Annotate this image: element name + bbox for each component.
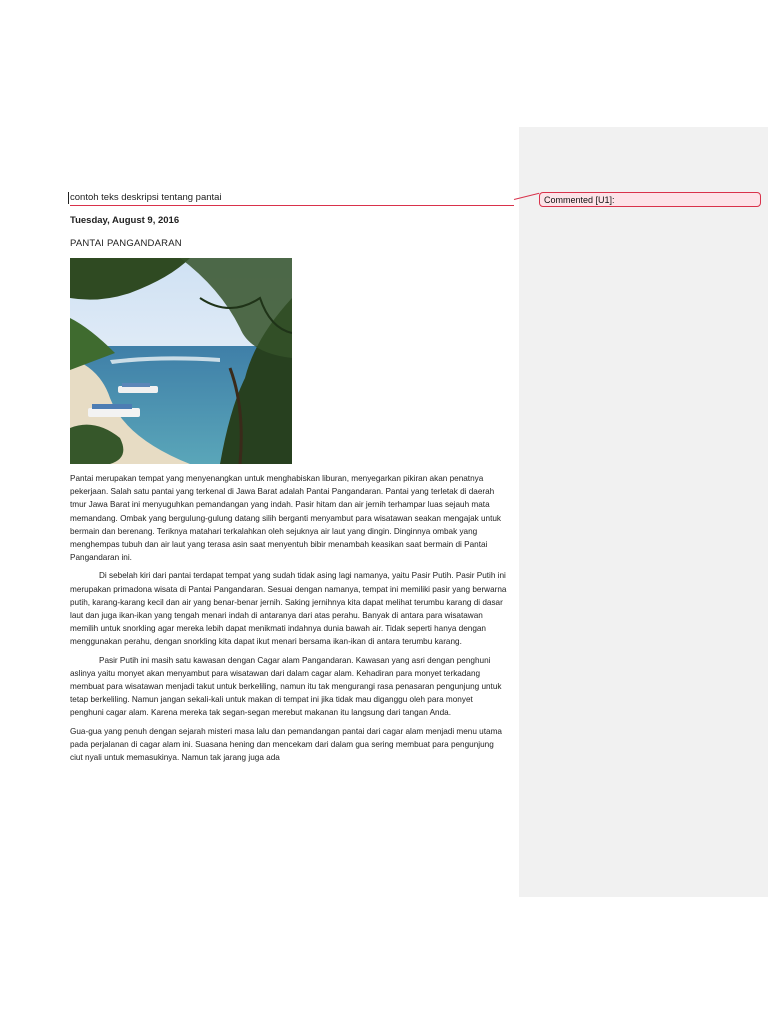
- comments-pane: [519, 127, 768, 897]
- comment-balloon[interactable]: [539, 192, 761, 207]
- section-heading: PANTAI PANGANDARAN: [70, 238, 182, 249]
- document-body[interactable]: [70, 192, 508, 764]
- comment-label: Commented [U1]:: [544, 195, 615, 205]
- paragraph-1: Pantai merupakan tempat yang menyenangkan untuk menghabiskan liburan, menyegarkan pikiran akan penatnya pekerjaan. Salah satu pantai yang terkenal di Jawa Barat adalah Pantai Pangandaran. Pantai yang terletak di daerah tmur Jawa Barat ini menyuguhkan pemandangan yang indah. Pasir hitam dan air jernih terhampar luas sejauh mata memandang. Ombak yang bergulung-gulung datang silih berganti menyambut para wisatawan seakan mengajak untuk bermain dan berenang. Teriknya matahari terkalahkan oleh sejuknya air laut yang dingin. Dinginnya ombak yang menghempas tubuh dan air laut yang terasa asin saat menyentuh bibir menambah keasikan saat bermain di Pantai Pangandaran ini.: [70, 474, 502, 563]
- paragraph-2: Di sebelah kiri dari pantai terdapat tempat yang sudah tidak asing lagi namanya, yaitu Pasir Putih. Pasir Putih ini merupakan primadona wisata di Pantai Pangandaran. Sesuai dengan namanya, tempat ini memiliki pasir yang berwarna putih, karang-karang kecil dan air yang benar-benar jernih. Saking jernihnya kita dapat melihat terumbu karang di dasar laut dan juga ikan-ikan yang tengah menari indah di antaranya dari atas perahu. Banyak di antara para wisatawan memilih untuk snorkling agar mereka lebih dapat menikmati indahnya dunia bawah air. Tidak seperti hanya dengan menggunakan perahu, dengan snorkling kita dapat ikut menari bersama ikan-ikan di antara terumbu karang.: [70, 571, 507, 647]
- beach-photo-icon: [70, 258, 292, 464]
- document-title: contoh teks deskripsi tentang pantai: [68, 192, 508, 204]
- post-date: Tuesday, August 9, 2016: [70, 215, 180, 226]
- paragraph-4: Gua-gua yang penuh dengan sejarah misteri masa lalu dan pemandangan pantai dari cagar alam menjadi menu utama pada perjalanan di cagar alam ini. Suasana hening dan mencekam dari dalam gua sering membuat para pengunjung ciut nyali untuk memasukinya. Namun tak jarang juga ada: [70, 726, 502, 763]
- paragraph-3: Pasir Putih ini masih satu kawasan dengan Cagar alam Pangandaran. Kawasan yang asri dengan penghuni aslinya yaitu monyet akan menyambut para wisatawan dari dalam cagar alam. Kehadiran para monyet terkadang membuat para wisatawan menjadi takut untuk berkeliling, namun itu tak mengurangi rasa penasaran pengunjung untuk tetap berkeliling. Namun jangan sekali-kali untuk makan di tempat ini jika tidak mau diganggu oleh para monyet penghuni cagar alam. Karena mereka tak segan-segan merebut makanan itu langsung dari tangan Anda.: [70, 655, 502, 718]
